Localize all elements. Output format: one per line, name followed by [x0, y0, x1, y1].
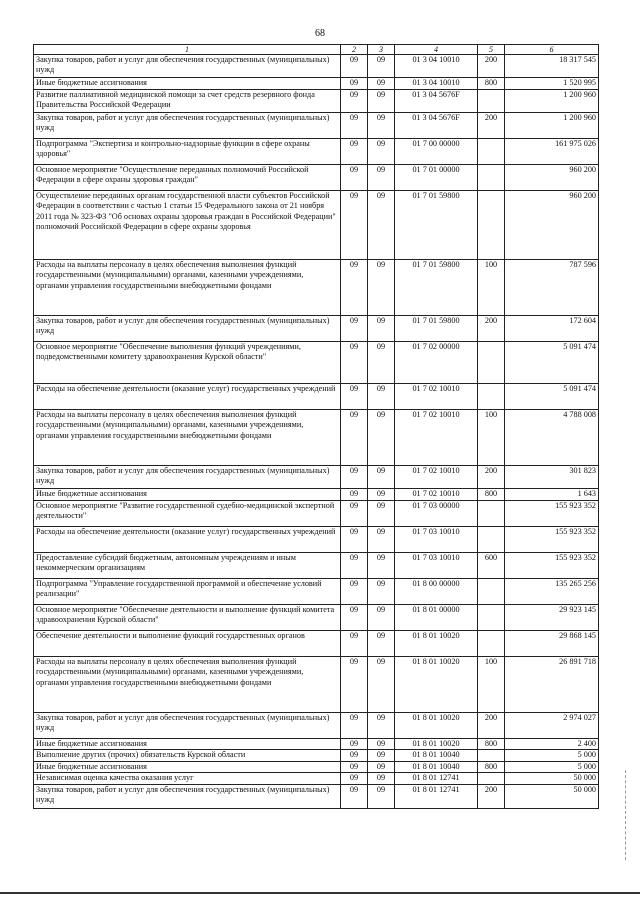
cell-section: 09 — [341, 113, 368, 139]
cell-section: 09 — [341, 165, 368, 191]
cell-expense-type: 200 — [478, 784, 505, 808]
cell-section: 09 — [341, 342, 368, 384]
cell-name: Расходы на обеспечение деятельности (оказание услуг) государственных учреждений — [34, 384, 341, 410]
cell-target-article: 01 7 00 00000 — [395, 139, 478, 165]
cell-target-article: 01 8 01 10020 — [395, 657, 478, 713]
cell-subsection: 09 — [368, 657, 395, 713]
cell-name: Закупка товаров, работ и услуг для обеспечения государственных (муниципальных) нужд — [34, 55, 341, 78]
cell-target-article: 01 7 02 10010 — [395, 384, 478, 410]
cell-subsection: 09 — [368, 579, 395, 605]
cell-subsection: 09 — [368, 316, 395, 342]
cell-subsection: 09 — [368, 191, 395, 260]
cell-name: Осуществление переданных органам государственной власти субъектов Российской Федерации в соответствии с частью 1 статьи 15 Федерального закона от 21 ноября 2011 года № 323-ФЗ "Об основах охраны здоровья граждан в Российской Федерации" полномочий Российской Федерации в сфере охраны здоровья — [34, 191, 341, 260]
cell-amount: 960 200 — [505, 191, 599, 260]
margin-marks — [625, 770, 628, 860]
cell-expense-type — [478, 501, 505, 527]
cell-name: Закупка товаров, работ и услуг для обеспечения государственных (муниципальных) нужд — [34, 466, 341, 489]
cell-amount: 155 923 352 — [505, 501, 599, 527]
cell-name: Подпрограмма "Управление государственной программой и обеспечение условий реализации" — [34, 579, 341, 605]
cell-name: Обеспечение деятельности и выполнение функций государственных органов — [34, 631, 341, 657]
cell-expense-type — [478, 605, 505, 631]
cell-subsection: 09 — [368, 410, 395, 466]
header-name: 1 — [34, 45, 341, 55]
cell-name: Иные бюджетные ассигнования — [34, 489, 341, 501]
table-row — [34, 501, 599, 527]
cell-section: 09 — [341, 761, 368, 772]
cell-name: Расходы на обеспечение деятельности (оказание услуг) государственных учреждений — [34, 527, 341, 553]
cell-expense-type: 100 — [478, 657, 505, 713]
cell-section: 09 — [341, 501, 368, 527]
cell-name: Расходы на выплаты персоналу в целях обеспечения выполнения функций государственными (муниципальными) органами, казенными учреждениями, органами управления государственными внебюджетными фондами — [34, 260, 341, 316]
cell-amount: 29 923 145 — [505, 605, 599, 631]
cell-subsection: 09 — [368, 90, 395, 113]
cell-target-article: 01 7 01 59800 — [395, 260, 478, 316]
cell-target-article: 01 8 01 10020 — [395, 631, 478, 657]
cell-expense-type — [478, 527, 505, 553]
table-row — [34, 750, 599, 761]
cell-subsection: 09 — [368, 489, 395, 501]
cell-name: Основное мероприятие "Развитие государственной судебно-медицинской экспертной деятельности" — [34, 501, 341, 527]
cell-subsection: 09 — [368, 260, 395, 316]
cell-expense-type — [478, 139, 505, 165]
cell-amount: 2 974 027 — [505, 713, 599, 739]
table-row — [34, 631, 599, 657]
cell-subsection: 09 — [368, 750, 395, 761]
cell-amount: 1 520 995 — [505, 78, 599, 90]
cell-target-article: 01 8 01 12741 — [395, 773, 478, 784]
table-row — [34, 384, 599, 410]
cell-expense-type: 600 — [478, 553, 505, 579]
budget-table — [33, 44, 599, 809]
cell-amount: 50 000 — [505, 784, 599, 808]
cell-expense-type — [478, 165, 505, 191]
cell-section: 09 — [341, 527, 368, 553]
table-row — [34, 579, 599, 605]
cell-expense-type: 200 — [478, 466, 505, 489]
table-row — [34, 739, 599, 750]
cell-amount: 1 200 960 — [505, 113, 599, 139]
table-row — [34, 316, 599, 342]
cell-expense-type — [478, 773, 505, 784]
page-number: 68 — [315, 28, 325, 39]
header-target-article: 4 — [395, 45, 478, 55]
cell-name: Развитие паллиативной медицинской помощи за счет средств резервного фонда Правительства Российской Федерации — [34, 90, 341, 113]
cell-expense-type: 800 — [478, 489, 505, 501]
table-row — [34, 90, 599, 113]
table-row — [34, 342, 599, 384]
table-row — [34, 78, 599, 90]
table-row — [34, 139, 599, 165]
cell-subsection: 09 — [368, 761, 395, 772]
header-row — [34, 45, 599, 55]
cell-expense-type: 200 — [478, 55, 505, 78]
table-row — [34, 784, 599, 808]
cell-subsection: 09 — [368, 55, 395, 78]
cell-target-article: 01 3 04 5676F — [395, 90, 478, 113]
cell-target-article: 01 7 01 59800 — [395, 191, 478, 260]
cell-amount: 5 000 — [505, 761, 599, 772]
cell-expense-type — [478, 384, 505, 410]
cell-target-article: 01 7 02 10010 — [395, 466, 478, 489]
cell-amount: 26 891 718 — [505, 657, 599, 713]
cell-expense-type: 200 — [478, 713, 505, 739]
cell-amount: 1 643 — [505, 489, 599, 501]
cell-amount: 155 923 352 — [505, 527, 599, 553]
cell-subsection: 09 — [368, 342, 395, 384]
header-expense-type: 5 — [478, 45, 505, 55]
cell-section: 09 — [341, 605, 368, 631]
cell-section: 09 — [341, 466, 368, 489]
cell-section: 09 — [341, 773, 368, 784]
cell-target-article: 01 8 01 10040 — [395, 761, 478, 772]
cell-target-article: 01 7 03 00000 — [395, 501, 478, 527]
cell-target-article: 01 8 01 10020 — [395, 713, 478, 739]
cell-expense-type — [478, 631, 505, 657]
cell-name: Расходы на выплаты персоналу в целях обеспечения выполнения функций государственными (муниципальными) органами, казенными учреждениями, органами управления государственными внебюджетными фондами — [34, 410, 341, 466]
cell-subsection: 09 — [368, 113, 395, 139]
cell-name: Подпрограмма "Экспертиза и контрольно-надзорные функции в сфере охраны здоровья" — [34, 139, 341, 165]
table-row — [34, 260, 599, 316]
table-row — [34, 761, 599, 772]
cell-target-article: 01 7 02 10010 — [395, 489, 478, 501]
cell-subsection: 09 — [368, 501, 395, 527]
header-section: 2 — [341, 45, 368, 55]
cell-name: Иные бюджетные ассигнования — [34, 761, 341, 772]
cell-name: Предоставление субсидий бюджетным, автономным учреждениям и иным некоммерческим организациям — [34, 553, 341, 579]
cell-section: 09 — [341, 631, 368, 657]
cell-section: 09 — [341, 713, 368, 739]
cell-section: 09 — [341, 139, 368, 165]
cell-subsection: 09 — [368, 739, 395, 750]
cell-subsection: 09 — [368, 466, 395, 489]
table-row — [34, 466, 599, 489]
table-row — [34, 410, 599, 466]
header-subsection: 3 — [368, 45, 395, 55]
table-row — [34, 713, 599, 739]
cell-target-article: 01 7 03 10010 — [395, 553, 478, 579]
cell-subsection: 09 — [368, 713, 395, 739]
cell-expense-type: 200 — [478, 316, 505, 342]
cell-name: Основное мероприятие "Обеспечение деятельности и выполнение функций комитета здравоохранения Курской области" — [34, 605, 341, 631]
cell-section: 09 — [341, 553, 368, 579]
cell-expense-type: 100 — [478, 260, 505, 316]
cell-amount: 18 317 545 — [505, 55, 599, 78]
cell-section: 09 — [341, 78, 368, 90]
cell-section: 09 — [341, 90, 368, 113]
cell-expense-type — [478, 579, 505, 605]
cell-target-article: 01 8 00 00000 — [395, 579, 478, 605]
table-row — [34, 113, 599, 139]
cell-section: 09 — [341, 316, 368, 342]
cell-target-article: 01 3 04 5676F — [395, 113, 478, 139]
cell-expense-type: 800 — [478, 761, 505, 772]
cell-amount: 135 265 256 — [505, 579, 599, 605]
scan-edge-line — [0, 892, 640, 894]
table-row — [34, 191, 599, 260]
cell-name: Независимая оценка качества оказания услуг — [34, 773, 341, 784]
cell-target-article: 01 8 01 10020 — [395, 739, 478, 750]
cell-amount: 161 975 026 — [505, 139, 599, 165]
cell-amount: 5 091 474 — [505, 384, 599, 410]
cell-amount: 29 868 145 — [505, 631, 599, 657]
table-row — [34, 605, 599, 631]
cell-amount: 50 000 — [505, 773, 599, 784]
table-row — [34, 553, 599, 579]
cell-amount: 172 604 — [505, 316, 599, 342]
cell-expense-type — [478, 342, 505, 384]
cell-section: 09 — [341, 579, 368, 605]
cell-section: 09 — [341, 55, 368, 78]
cell-expense-type: 800 — [478, 78, 505, 90]
cell-subsection: 09 — [368, 553, 395, 579]
cell-amount: 5 000 — [505, 750, 599, 761]
cell-name: Закупка товаров, работ и услуг для обеспечения государственных (муниципальных) нужд — [34, 713, 341, 739]
cell-target-article: 01 7 03 10010 — [395, 527, 478, 553]
table-row — [34, 489, 599, 501]
cell-target-article: 01 7 01 00000 — [395, 165, 478, 191]
cell-target-article: 01 8 01 12741 — [395, 784, 478, 808]
table-body — [34, 55, 599, 809]
cell-expense-type: 200 — [478, 113, 505, 139]
cell-name: Иные бюджетные ассигнования — [34, 739, 341, 750]
cell-section: 09 — [341, 191, 368, 260]
cell-target-article: 01 7 02 10010 — [395, 410, 478, 466]
cell-expense-type — [478, 191, 505, 260]
cell-amount: 960 200 — [505, 165, 599, 191]
cell-subsection: 09 — [368, 139, 395, 165]
cell-section: 09 — [341, 489, 368, 501]
cell-subsection: 09 — [368, 784, 395, 808]
cell-name: Закупка товаров, работ и услуг для обеспечения государственных (муниципальных) нужд — [34, 113, 341, 139]
cell-subsection: 09 — [368, 78, 395, 90]
cell-subsection: 09 — [368, 165, 395, 191]
cell-subsection: 09 — [368, 773, 395, 784]
cell-section: 09 — [341, 410, 368, 466]
cell-name: Иные бюджетные ассигнования — [34, 78, 341, 90]
table-row — [34, 165, 599, 191]
cell-subsection: 09 — [368, 605, 395, 631]
table-row — [34, 773, 599, 784]
cell-amount: 1 200 960 — [505, 90, 599, 113]
cell-expense-type: 100 — [478, 410, 505, 466]
cell-section: 09 — [341, 657, 368, 713]
cell-target-article: 01 7 01 59800 — [395, 316, 478, 342]
cell-target-article: 01 3 04 10010 — [395, 78, 478, 90]
cell-target-article: 01 7 02 00000 — [395, 342, 478, 384]
table-row — [34, 55, 599, 78]
cell-name: Основное мероприятие "Осуществление переданных полномочий Российской Федерации в сфере охраны здоровья граждан" — [34, 165, 341, 191]
cell-section: 09 — [341, 384, 368, 410]
cell-name: Расходы на выплаты персоналу в целях обеспечения выполнения функций государственными (муниципальными) органами, казенными учреждениями, органами управления государственными внебюджетными фондами — [34, 657, 341, 713]
cell-amount: 5 091 474 — [505, 342, 599, 384]
cell-expense-type — [478, 90, 505, 113]
cell-amount: 155 923 352 — [505, 553, 599, 579]
cell-name: Закупка товаров, работ и услуг для обеспечения государственных (муниципальных) нужд — [34, 316, 341, 342]
cell-target-article: 01 3 04 10010 — [395, 55, 478, 78]
cell-subsection: 09 — [368, 631, 395, 657]
cell-target-article: 01 8 01 00000 — [395, 605, 478, 631]
cell-name: Закупка товаров, работ и услуг для обеспечения государственных (муниципальных) нужд — [34, 784, 341, 808]
cell-subsection: 09 — [368, 527, 395, 553]
cell-section: 09 — [341, 784, 368, 808]
header-amount: 6 — [505, 45, 599, 55]
cell-section: 09 — [341, 260, 368, 316]
cell-name: Основное мероприятие "Обеспечение выполнения функций учреждениями, подведомственными комитету здравоохранения Курской области" — [34, 342, 341, 384]
cell-target-article: 01 8 01 10040 — [395, 750, 478, 761]
cell-section: 09 — [341, 739, 368, 750]
cell-subsection: 09 — [368, 384, 395, 410]
cell-expense-type: 800 — [478, 739, 505, 750]
table-row — [34, 527, 599, 553]
cell-amount: 787 596 — [505, 260, 599, 316]
cell-amount: 2 400 — [505, 739, 599, 750]
cell-amount: 301 823 — [505, 466, 599, 489]
cell-name: Выполнение других (прочих) обязательств Курской области — [34, 750, 341, 761]
cell-amount: 4 788 008 — [505, 410, 599, 466]
cell-section: 09 — [341, 750, 368, 761]
table-row — [34, 657, 599, 713]
cell-expense-type — [478, 750, 505, 761]
